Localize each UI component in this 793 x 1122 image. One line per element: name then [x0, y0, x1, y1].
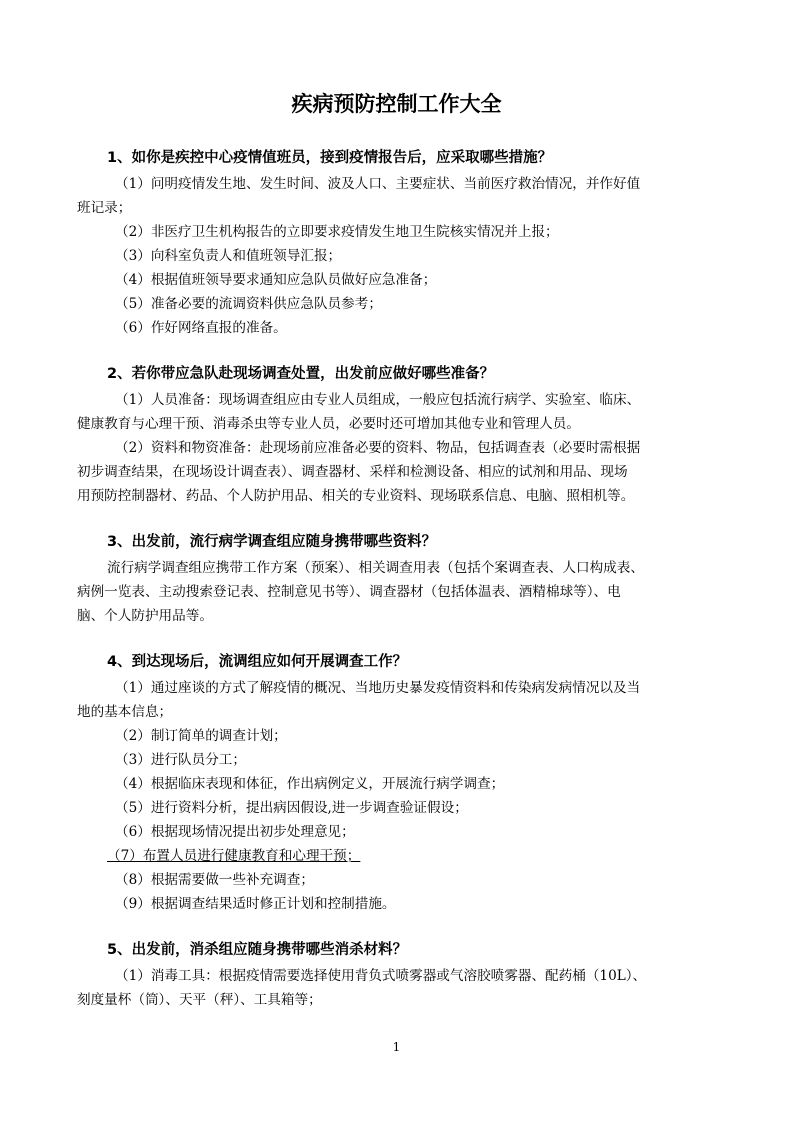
section-4-line [77, 844, 722, 868]
section-4-line: （2）制订简单的调查计划； [115, 728, 287, 744]
section-4-line: （6）根据现场情况提出初步处理意见； [115, 824, 355, 840]
section-1-line: （5）准备必要的流调资料供应急队员参考； [115, 296, 382, 312]
section-1-line: 班记录； [77, 200, 132, 216]
section-2-line: 用预防控制器材、药品、个人防护用品、相关的专业资料、现场联系信息、电脑、照相机等。 [77, 488, 635, 504]
section-3-line: 流行病学调查组应携带工作方案（预案）、相关调查用表（包括个案调查表、人口构成表、 [107, 560, 644, 576]
section-2-line: （2）资料和物资准备：赴现场前应准备必要的资料、物品，包括调查表（必要时需根据 [115, 440, 641, 456]
section-4-line: （8）根据需要做一些补充调查； [115, 872, 314, 888]
section-3-heading: 3、出发前，流行病学调查组应随身携带哪些资料？ [107, 534, 437, 550]
section-4-line: （9）根据调查结果适时修正计划和控制措施。 [115, 896, 396, 912]
page-number: 1 [392, 1040, 401, 1054]
section-4-heading: 4、到达现场后，流调组应如何开展调查工作？ [107, 654, 408, 670]
section-3-line: 病例一览表、主动搜索登记表、控制意见书等）、调查器材（包括体温表、酒精棉球等）、电 [77, 584, 621, 600]
section-5-line: 刻度量杯（筒）、天平（秤）、工具箱等； [77, 992, 322, 1008]
section-1-line: （2）非医疗卫生机构报告的立即要求疫情发生地卫生院核实情况并上报； [115, 224, 559, 240]
section-1-heading: 1、如你是疾控中心疫情值班员，接到疫情报告后，应采取哪些措施？ [107, 150, 553, 166]
section-1-line: （4）根据值班领导要求通知应急队员做好应急准备； [115, 272, 437, 288]
section-1-line: （6）作好网络直报的准备。 [115, 320, 287, 336]
section-5-line: （1）消毒工具：根据疫情需要选择使用背负式喷雾器或气溶胶喷雾器、配药桶（10L）、 [115, 968, 647, 984]
section-3-line: 脑、个人防护用品等。 [77, 608, 213, 624]
underlined-line: （7）布置人员进行健康教育和心理干预； [107, 848, 361, 864]
section-4-line: （3）进行队员分工； [115, 752, 246, 768]
section-2-line: 健康教育与心理干预、消毒杀虫等专业人员，必要时还可增加其他专业和管理人员。 [77, 416, 580, 432]
section-2-line: 初步调查结果，在现场设计调查表）、调查器材、采样和检测设备、相应的试剂和用品、现场 [77, 464, 628, 480]
section-2-line: （1）人员准备：现场调查组应由专业人员组成，一般应包括流行病学、实验室、临床、 [115, 392, 641, 408]
section-1-line: （3）向科室负责人和值班领导汇报； [115, 248, 342, 264]
section-4-line: （5）进行资料分析，提出病因假设,进一步调查验证假设； [115, 800, 468, 816]
section-4-line: 地的基本信息； [77, 704, 173, 720]
section-5-heading: 5、出发前，消杀组应随身携带哪些消杀材料？ [107, 942, 408, 958]
section-1-line: （1）问明疫情发生地、发生时间、波及人口、主要症状、当前医疗救治情况，并作好值 [115, 176, 641, 192]
section-2-heading: 2、若你带应急队赴现场调查处置，出发前应做好哪些准备？ [107, 366, 495, 382]
section-4-line: （4）根据临床表现和体征，作出病例定义，开展流行病学调查； [115, 776, 505, 792]
document-title: 疾病预防控制工作大全 [291, 92, 502, 116]
section-4-line: （1）通过座谈的方式了解疫情的概况、当地历史暴发疫情资料和传染病发病情况以及当 [115, 680, 641, 696]
